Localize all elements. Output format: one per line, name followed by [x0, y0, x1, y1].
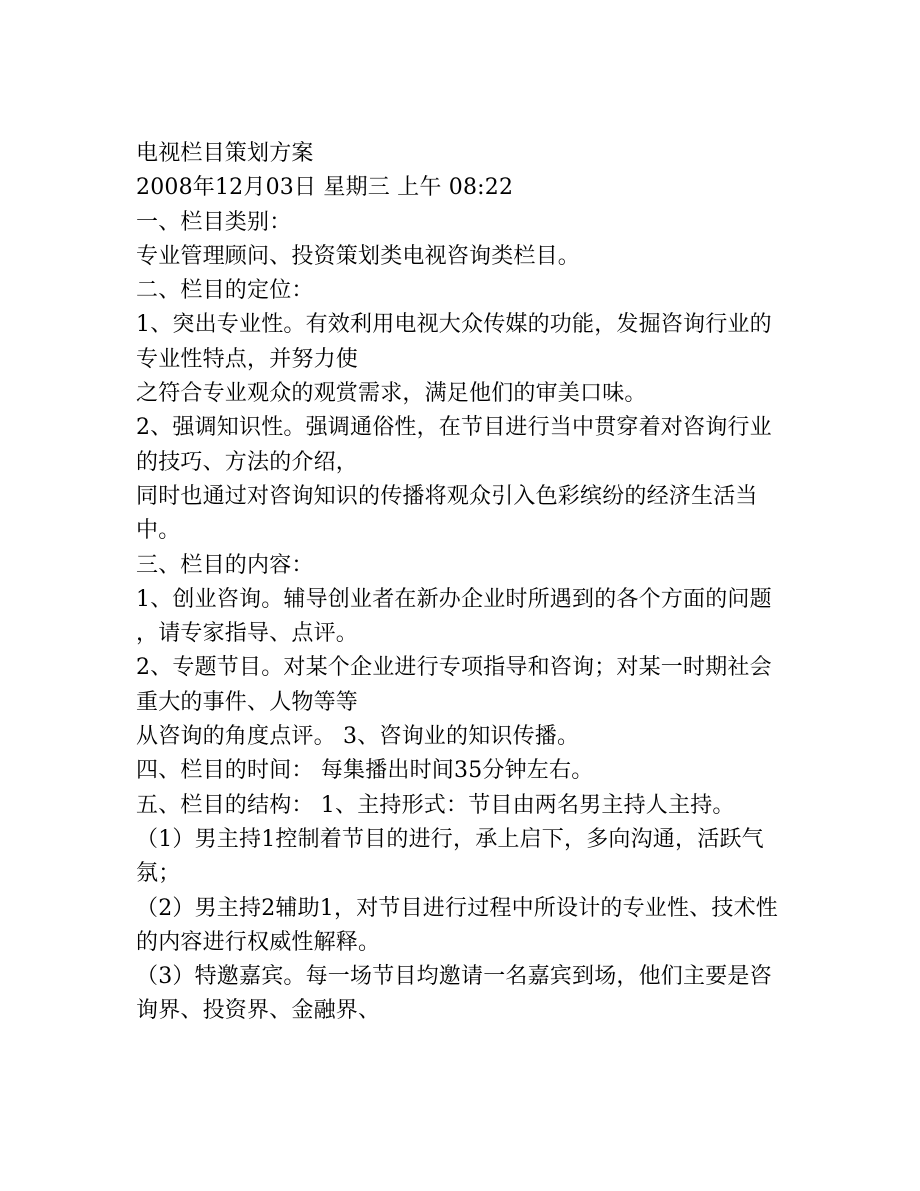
- text-line: 从咨询的角度点评。 3、咨询业的知识传播。: [136, 724, 580, 750]
- document-title: 电视栏目策划方案: [136, 141, 314, 166]
- text-line: 2、专题节目。对某个企业进行专项指导和咨询；对某一时期社会: [136, 655, 772, 681]
- text-line: ，请专家指导、点评。: [136, 621, 359, 647]
- text-line: 专业管理顾问、投资策划类电视咨询类栏目。: [136, 243, 581, 269]
- document-body: [136, 137, 786, 1029]
- section-heading-content: 三、栏目的内容：: [136, 552, 314, 578]
- text-line: （3）特邀嘉宾。每一场节目均邀请一名嘉宾到场，他们主要是咨: [136, 964, 772, 990]
- text-line: 重大的事件、人物等等: [136, 689, 359, 715]
- section-heading-category: 一、栏目类别：: [136, 209, 292, 235]
- text-line: （1）男主持1控制着节目的进行，承上启下，多向沟通，活跃气: [136, 826, 764, 852]
- text-line: 询界、投资界、金融界、: [136, 998, 381, 1024]
- text-line: 中。: [136, 518, 181, 544]
- text-line: 2、强调知识性。强调通俗性，在节目进行当中贯穿着对咨询行业: [136, 415, 772, 441]
- section-heading-positioning: 二、栏目的定位：: [136, 278, 314, 304]
- text-line: 同时也通过对咨询知识的传播将观众引入色彩缤纷的经济生活当: [136, 483, 758, 509]
- text-line: 1、突出专业性。有效利用电视大众传媒的功能，发掘咨询行业的: [136, 312, 772, 338]
- text-line: 之符合专业观众的观赏需求，满足他们的审美口味。: [136, 381, 647, 407]
- text-line: 的内容进行权威性解释。: [136, 929, 381, 955]
- timestamp-line: 2008年12月03日 星期三 上午 08:22: [136, 175, 514, 201]
- text-line: （2）男主持2辅助1，对节目进行过程中所设计的专业性、技术性: [136, 895, 778, 921]
- text-line: 1、创业咨询。辅导创业者在新办企业时所遇到的各个方面的问题: [136, 586, 772, 612]
- text-line: 专业性特点，并努力使: [136, 346, 359, 372]
- text-line: 氛；: [136, 861, 181, 887]
- section-heading-time: 四、栏目的时间： 每集播出时间35分钟左右。: [136, 758, 594, 784]
- text-line: 的技巧、方法的介绍，: [136, 449, 359, 475]
- section-heading-structure: 五、栏目的结构： 1、主持形式：节目由两名男主持人主持。: [136, 792, 735, 818]
